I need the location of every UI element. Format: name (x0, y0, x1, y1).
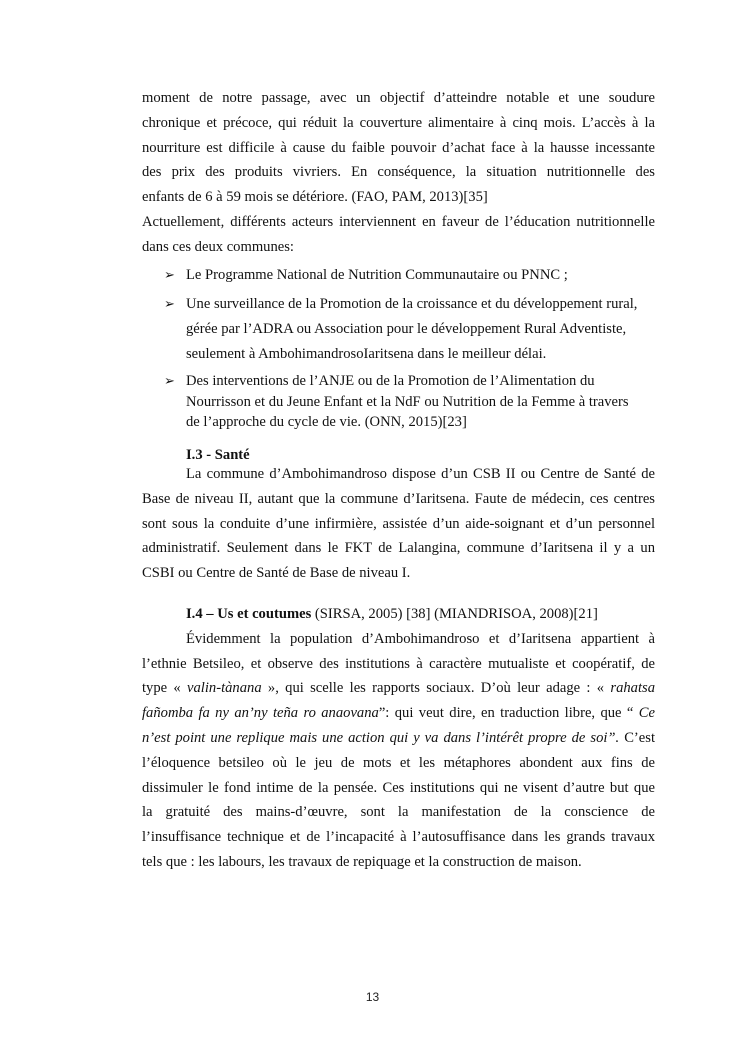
list-item-pnnc (186, 263, 655, 288)
text-line: l’ethnie Betsileo, et observe des institutions à caractère mutualiste et coopératif, de (142, 655, 655, 672)
text-line: type « valin-tànana », qui scelle les rapports sociaux. D’où leur adage : « rahatsa (142, 680, 655, 697)
page-number: 13 (365, 990, 380, 1004)
text-line: nourriture est difficile à cause du faible pouvoir d’achat face à la hausse incessante (142, 139, 655, 156)
list-item-adra (186, 292, 655, 366)
text-line: Des interventions de l’ANJE ou de la Promotion de l’Alimentation du (186, 373, 595, 389)
text-line: gérée par l’ADRA ou Association pour le développement Rural Adventiste, (186, 320, 627, 337)
paragraph-food-security (142, 86, 655, 210)
bullet-arrow-icon: ➢ (164, 373, 175, 388)
bullet-arrow-icon: ➢ (164, 267, 175, 282)
text-line: sont sous la conduite d’une infirmière, assistée d’un aide-soignant et d’un personnel (142, 515, 655, 532)
text-line: enfants de 6 à 59 mois se détériore. (FAO, PAM, 2013)[35] (142, 189, 488, 206)
text-line: l’éloquence betsileo où le jeu de mots et les métaphores abondent aux fins de (142, 754, 655, 771)
text-line: dans ces deux communes: (142, 238, 294, 255)
paragraph-sante (142, 462, 655, 586)
text-line: des prix des produits vivriers. En conséquence, la situation nutritionnelle des (142, 164, 655, 181)
text-line: l’insuffisance technique et de l’incapacité à l’autosuffisance dans les grands travaux (142, 829, 655, 846)
paragraph-us-coutumes (142, 602, 655, 875)
text-line: la gratuité des mains-d’œuvre, sont la manifestation de la conscience de (142, 804, 655, 821)
text-line: Une surveillance de la Promotion de la croissance et du développement rural, (186, 296, 638, 312)
text-line: tels que : les labours, les travaux de repiquage et la construction de maison. (142, 853, 582, 870)
text-line: chronique et précoce, qui réduit la couverture alimentaire à cinq mois. L’accès à la (142, 114, 655, 131)
text-line: administratif. Seulement dans le FKT de Lalangina, commune d’Iaritsena il y a un (142, 540, 655, 557)
text-line: Base de niveau II, autant que la commune d’Iaritsena. Faute de médecin, ces centres (142, 490, 655, 507)
text-line: La commune d’Ambohimandroso dispose d’un CSB II ou Centre de Santé de (186, 466, 655, 482)
text-line: Évidemment la population d’Ambohimandroso et d’Iaritsena appartient à (186, 630, 655, 647)
paragraph-actors (142, 210, 655, 260)
text-line: CSBI ou Centre de Santé de Base de niveau I. (142, 565, 411, 582)
text-line: Le Programme National de Nutrition Communautaire ou PNNC ; (186, 267, 568, 283)
text-line: moment de notre passage, avec un objectif d’atteindre notable et une soudure (142, 90, 655, 106)
section-heading-sante: I.3 - Santé (186, 447, 250, 463)
text-line: dissimuler le fond intime de la pensée. Ces institutions qui ne visent d’autre but que (142, 779, 655, 796)
section-heading-refs: (SIRSA, 2005) [38] (MIANDRISOA, 2008)[21] (311, 606, 598, 622)
text-line: Actuellement, différents acteurs interviennent en faveur de l’éducation nutritionnelle (142, 214, 655, 230)
section-heading-title: I.4 – Us et coutumes (186, 606, 312, 622)
text-line: seulement à AmbohimandrosoIaritsena dans le meilleur délai. (186, 345, 547, 362)
bullet-arrow-icon: ➢ (164, 296, 175, 311)
text-line: de l’approche du cycle de vie. (ONN, 2015)[23] (186, 414, 467, 431)
text-line: n’est point une replique mais une action qui y va dans l’intérêt propre de soi”. C’est (142, 729, 655, 746)
text-line: fañomba fa ny an’ny teña ro anaovana”: qui veut dire, en traduction libre, que “ Ce (142, 705, 655, 722)
text-line: Nourrisson et du Jeune Enfant et la NdF ou Nutrition de la Femme à travers (186, 393, 629, 410)
section-heading-us-coutumes (142, 602, 655, 627)
list-item-anje (186, 371, 655, 433)
